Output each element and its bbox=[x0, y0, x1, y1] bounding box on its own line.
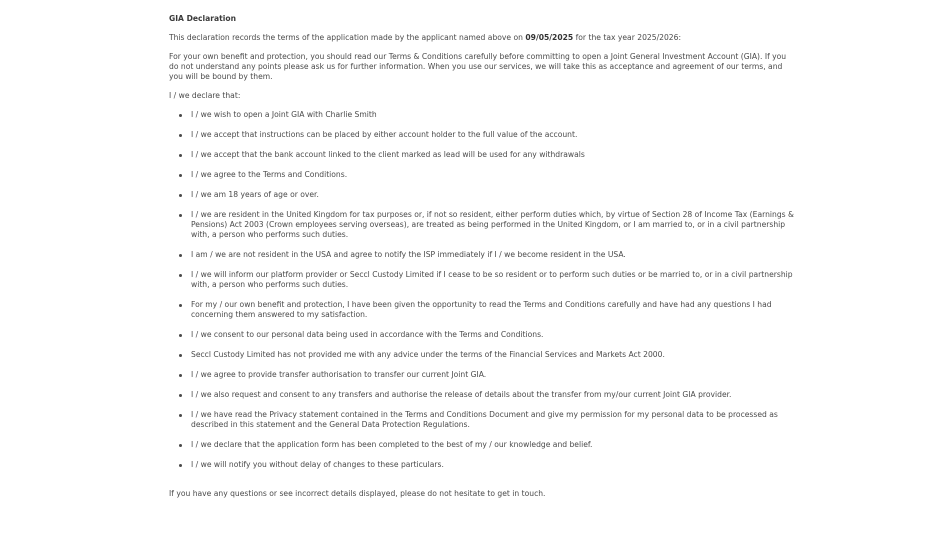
declaration-item bbox=[169, 410, 794, 430]
declaration-item-text: I / we accept that the bank account linked to the client marked as lead will be used for any withdrawals bbox=[191, 150, 585, 159]
application-date: 09/05/2025 bbox=[525, 33, 574, 42]
declaration-item bbox=[169, 270, 794, 290]
bullet-dot-icon bbox=[179, 254, 182, 257]
declaration-item-text: Seccl Custody Limited has not provided me with any advice under the terms of the Financial Services and Markets Act 2000. bbox=[191, 350, 665, 359]
declaration-item bbox=[169, 210, 794, 240]
declaration-item bbox=[169, 350, 794, 360]
bullet-dot-icon bbox=[179, 414, 182, 417]
declaration-item bbox=[169, 110, 794, 120]
declaration-item-text: I / we agree to the Terms and Conditions. bbox=[191, 170, 348, 179]
bullet-dot-icon bbox=[179, 274, 182, 277]
bullet-dot-icon bbox=[179, 354, 182, 357]
declare-heading: I / we declare that: bbox=[169, 91, 241, 100]
declaration-item-text: I / we declare that the application form has been completed to the best of my / our knowledge and belief. bbox=[191, 440, 593, 449]
declaration-item bbox=[169, 390, 794, 400]
declaration-item-text: I / we are resident in the United Kingdom for tax purposes or, if not so resident, either perform duties which, by virtue of Section 28 of Income Tax (Earnings & Pensions) Act 2003 (Crown employees serving overseas), are treated as being performed in the United Kingdom, or I am married to, or in a civil partnership with, a person who performs such duties. bbox=[191, 210, 794, 239]
bullet-dot-icon bbox=[179, 194, 182, 197]
declaration-item-text: I / we will inform our platform provider or Seccl Custody Limited if I cease to be so resident or to perform such duties or be married to, or in a civil partnership with, a person who performs such duties. bbox=[191, 270, 793, 289]
declaration-list bbox=[169, 110, 794, 470]
declaration-item-text: I / we accept that instructions can be placed by either account holder to the full value of the account. bbox=[191, 130, 578, 139]
declaration-item-text: I / we have read the Privacy statement contained in the Terms and Conditions Document and give my permission for my personal data to be processed as described in this statement and the General Data Protection Regulations. bbox=[191, 410, 778, 429]
declaration-item-text: I / we will notify you without delay of changes to these particulars. bbox=[191, 460, 444, 469]
tax-year: 2025/2026 bbox=[637, 33, 679, 42]
bullet-dot-icon bbox=[179, 464, 182, 467]
intro-paragraph bbox=[169, 33, 794, 43]
benefit-paragraph: For your own benefit and protection, you should read our Terms & Conditions carefully before committing to open a Joint General Investment Account (GIA). If you do not understand any points please ask us for further information. When you use our services, we will take this as acceptance and agreement of our terms, and you will be bound by them. bbox=[169, 52, 787, 81]
bullet-dot-icon bbox=[179, 444, 182, 447]
declaration-item bbox=[169, 300, 794, 320]
declaration-item-text: I / we also request and consent to any transfers and authorise the release of details about the transfer from my/our current Joint GIA provider. bbox=[191, 390, 732, 399]
bullet-dot-icon bbox=[179, 134, 182, 137]
bullet-dot-icon bbox=[179, 334, 182, 337]
declaration-item-text: I am / we are not resident in the USA and agree to notify the ISP immediately if I / we become resident in the USA. bbox=[191, 250, 626, 259]
bullet-dot-icon bbox=[179, 174, 182, 177]
declaration-item bbox=[169, 170, 794, 180]
bullet-dot-icon bbox=[179, 374, 182, 377]
intro-text-mid: for the tax year bbox=[573, 33, 638, 42]
declaration-item bbox=[169, 460, 794, 470]
declaration-item bbox=[169, 330, 794, 340]
intro-text-end: : bbox=[678, 33, 682, 42]
declaration-item-text: I / we agree to provide transfer authorisation to transfer our current Joint GIA. bbox=[191, 370, 487, 379]
declaration-item bbox=[169, 250, 794, 260]
declaration-item bbox=[169, 370, 794, 380]
declaration-item-text: I / we wish to open a Joint GIA with Charlie Smith bbox=[191, 110, 377, 119]
bullet-dot-icon bbox=[179, 114, 182, 117]
intro-text-start: This declaration records the terms of the application made by the applicant named above on bbox=[169, 33, 526, 42]
closing-paragraph: If you have any questions or see incorrect details displayed, please do not hesitate to get in touch. bbox=[169, 489, 546, 498]
bullet-dot-icon bbox=[179, 154, 182, 157]
document-title: GIA Declaration bbox=[169, 14, 236, 23]
declaration-item bbox=[169, 130, 794, 140]
gia-declaration-document bbox=[169, 14, 794, 508]
declaration-item-text: I / we am 18 years of age or over. bbox=[191, 190, 319, 199]
declaration-item bbox=[169, 150, 794, 160]
bullet-dot-icon bbox=[179, 304, 182, 307]
declaration-item bbox=[169, 190, 794, 200]
bullet-dot-icon bbox=[179, 214, 182, 217]
declaration-item bbox=[169, 440, 794, 450]
declaration-item-text: I / we consent to our personal data being used in accordance with the Terms and Conditions. bbox=[191, 330, 544, 339]
declaration-item-text: For my / our own benefit and protection, I have been given the opportunity to read the Terms and Conditions carefully and have had any questions I had concerning them answered to my satisfaction. bbox=[191, 300, 772, 319]
bullet-dot-icon bbox=[179, 394, 182, 397]
